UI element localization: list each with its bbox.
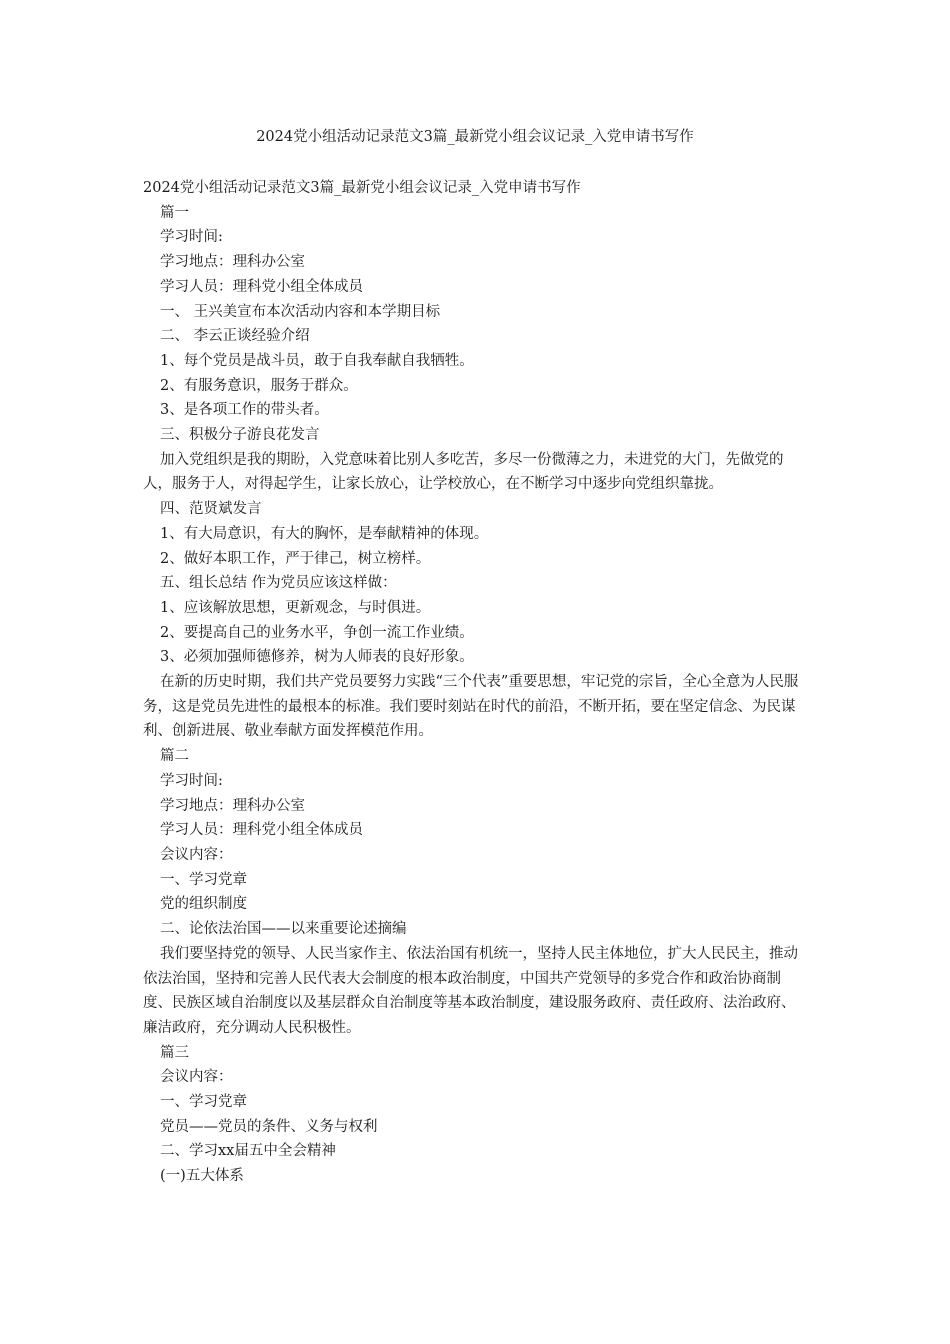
- paragraph: 党的组织制度: [160, 896, 247, 913]
- paragraph: 一、学习党章: [160, 1094, 247, 1111]
- paragraph: 学习人员：理科党小组全体成员: [160, 278, 363, 295]
- paragraph: 1、每个党员是战斗员，敢于自我奉献自我牺牲。: [160, 352, 474, 369]
- paragraph: 一、 王兴美宣布本次活动内容和本学期目标: [160, 303, 441, 320]
- paragraph: (一)五大体系: [160, 1168, 244, 1185]
- paragraph: 会议内容：: [160, 1069, 233, 1086]
- paragraph: 在新的历史时期，我们共产党员要努力实践“三个代表”重要思想，牢记党的宗旨，全心全意为人民服务，这是党员先进性的最根本的标准。我们要时刻站在时代的前沿，不断开拓，要在坚定信念、为民谋利、创新进展、敬业奉献方面发挥模范作用。: [143, 674, 799, 740]
- paragraph: 二、论依法治国——以来重要论述摘编: [160, 921, 407, 938]
- paragraph: 加入党组织是我的期盼，入党意味着比别人多吃苦，多尽一份微薄之力，未进党的大门，先做党的人，服务于人，对得起学生，让家长放心，让学校放心，在不断学习中逐步向党组织靠拢。: [143, 451, 784, 493]
- section-label-1: 篇一: [160, 204, 189, 221]
- paragraph: 二、学习xx届五中全会精神: [160, 1143, 336, 1160]
- paragraph: 2、要提高自己的业务水平，争创一流工作业绩。: [160, 624, 474, 641]
- paragraph: 1、应该解放思想，更新观念，与时俱进。: [160, 599, 431, 616]
- section-label-3: 篇三: [160, 1044, 189, 1061]
- paragraph: 三、积极分子游良花发言: [160, 427, 320, 444]
- paragraph: 二、 李云正谈经验介绍: [160, 328, 310, 345]
- paragraph: 2、做好本职工作，严于律己，树立榜样。: [160, 550, 431, 567]
- paragraph: 四、范贤斌发言: [160, 501, 262, 518]
- paragraph: 学习时间:: [160, 772, 223, 789]
- paragraph: 3、必须加强师德修养，树为人师表的良好形象。: [160, 649, 474, 666]
- paragraph: 会议内容：: [160, 846, 233, 863]
- paragraph: 3、是各项工作的带头者。: [160, 402, 329, 419]
- paragraph: 一、学习党章: [160, 871, 247, 888]
- paragraph: 学习地点：理科办公室: [160, 254, 305, 271]
- section-label-2: 篇二: [160, 748, 189, 765]
- paragraph: 学习时间:: [160, 229, 223, 246]
- paragraph: 我们要坚持党的领导、人民当家作主、依法治国有机统一，坚持人民主体地位，扩大人民民主，推动依法治国，坚持和完善人民代表大会制度的根本政治制度，中国共产党领导的多党合作和政治协商制度、民族区域自治制度以及基层群众自治制度等基本政治制度，建设服务政府、责任政府、法治政府、廉洁政府，充分调动人民积极性。: [143, 945, 798, 1036]
- document-title: 2024党小组活动记录范文3篇_最新党小组会议记录_入党申请书写作: [256, 129, 694, 145]
- paragraph: 党员——党员的条件、义务与权利: [160, 1118, 378, 1135]
- paragraph: 2、有服务意识，服务于群众。: [160, 377, 358, 394]
- paragraph: 1、有大局意识，有大的胸怀，是奉献精神的体现。: [160, 525, 489, 542]
- paragraph: 学习人员：理科党小组全体成员: [160, 822, 363, 839]
- document-body: [143, 176, 809, 1189]
- document-heading: 2024党小组活动记录范文3篇_最新党小组会议记录_入党申请书写作: [143, 180, 581, 196]
- paragraph: 学习地点：理科办公室: [160, 797, 305, 814]
- paragraph: 五、组长总结 作为党员应该这样做：: [160, 575, 397, 592]
